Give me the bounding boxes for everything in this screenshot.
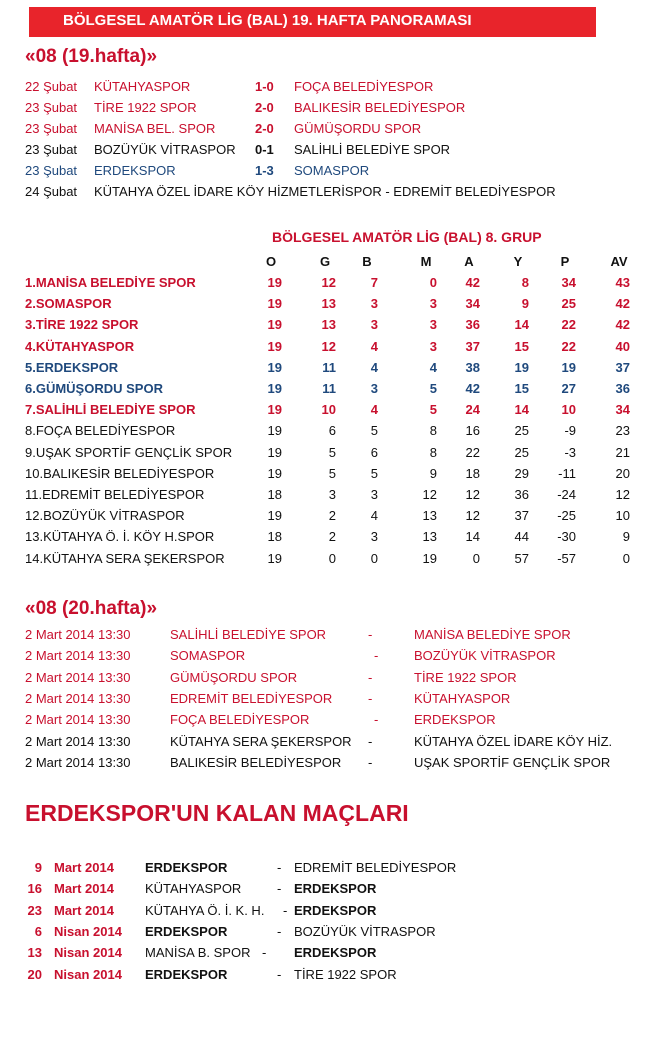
- stat-cell: 10: [561, 402, 576, 418]
- stat-cell: 8: [429, 423, 437, 439]
- fixture-day: 6: [34, 923, 42, 939]
- stat-cell: 12: [321, 338, 336, 354]
- fixture-month: Mart 2014: [54, 902, 114, 918]
- home-team: FOÇA BELEDİYESPOR: [170, 712, 310, 728]
- team-name: 5.ERDEKSPOR: [25, 359, 119, 375]
- away-team: EDREMİT BELEDİYESPOR: [294, 860, 457, 875]
- stat-cell: 13: [422, 529, 437, 545]
- stat-cell: 42: [615, 317, 630, 333]
- stat-cell: 19: [267, 508, 282, 524]
- col-header: O: [265, 254, 277, 269]
- col-header: B: [362, 254, 372, 269]
- fixture-separator: -: [277, 923, 282, 939]
- home-team: ERDEKSPOR: [145, 966, 228, 982]
- stat-cell: 29: [514, 465, 529, 481]
- stat-cell: 57: [514, 550, 529, 566]
- stat-cell: -3: [564, 444, 576, 460]
- stat-cell: 37: [615, 359, 630, 375]
- stat-cell: 19: [267, 275, 282, 290]
- away-team: BALIKESİR BELEDİYESPOR: [294, 100, 466, 115]
- team-name: 2.SOMASPOR: [25, 296, 112, 312]
- team-name: 8.FOÇA BELEDİYESPOR: [25, 423, 176, 439]
- stat-cell: 7: [370, 275, 378, 290]
- stat-cell: 2: [328, 529, 336, 545]
- fixture-date: 2 Mart 2014 13:30: [25, 627, 131, 642]
- home-team: BALIKESİR BELEDİYESPOR: [170, 754, 342, 770]
- stat-cell: 10: [615, 508, 630, 524]
- stat-cell: 19: [267, 550, 282, 566]
- stat-cell: 25: [514, 423, 529, 439]
- team-name: 9.UŞAK SPORTİF GENÇLİK SPOR: [25, 444, 233, 460]
- stat-cell: 4: [370, 402, 378, 418]
- stat-cell: 3: [429, 296, 437, 312]
- away-team: ERDEKSPOR: [294, 902, 377, 918]
- stat-cell: 19: [267, 296, 282, 312]
- home-team: ERDEKSPOR: [145, 923, 228, 939]
- week19-title: «08 (19.hafta)»: [25, 46, 158, 67]
- home-team: GÜMÜŞORDU SPOR: [170, 669, 298, 685]
- stat-cell: 5: [370, 423, 378, 439]
- stat-cell: 18: [465, 465, 480, 481]
- away-team: KÜTAHYASPOR: [414, 690, 511, 706]
- stat-cell: 3: [370, 296, 378, 312]
- stat-cell: 3: [429, 317, 437, 333]
- team-name: 11.EDREMİT BELEDİYESPOR: [25, 487, 205, 502]
- stat-cell: 6: [328, 423, 336, 439]
- fixture-separator: -: [277, 881, 282, 897]
- match-line: KÜTAHYA ÖZEL İDARE KÖY HİZMETLERİSPOR - EDREMİT BELEDİYESPOR: [94, 184, 556, 199]
- match-date: 23 Şubat: [25, 100, 78, 115]
- match-score: 2-0: [255, 100, 274, 115]
- fixture-separator: -: [368, 627, 373, 642]
- away-team: BOZÜYÜK VİTRASPOR: [294, 923, 436, 939]
- stat-cell: 27: [561, 381, 576, 396]
- fixture-day: 20: [27, 966, 42, 982]
- away-team: TİRE 1922 SPOR: [414, 669, 517, 685]
- away-team: TİRE 1922 SPOR: [294, 966, 397, 982]
- match-score: 1-3: [255, 163, 274, 178]
- stat-cell: 0: [370, 550, 378, 566]
- stat-cell: 10: [321, 402, 336, 418]
- fixture-date: 2 Mart 2014 13:30: [25, 690, 131, 706]
- stat-cell: 5: [328, 444, 336, 460]
- page-banner: BÖLGESEL AMATÖR LİG (BAL) 19. HAFTA PANORAMASI: [29, 7, 596, 37]
- away-team: SALİHLİ BELEDİYE SPOR: [294, 142, 451, 157]
- fixture-date: 2 Mart 2014 13:30: [25, 733, 131, 749]
- stat-cell: 37: [514, 508, 529, 524]
- team-name: 6.GÜMÜŞORDU SPOR: [25, 381, 163, 396]
- stat-cell: 12: [465, 508, 480, 524]
- stat-cell: 34: [561, 275, 576, 290]
- match-date: 22 Şubat: [25, 79, 78, 94]
- stat-cell: -11: [558, 465, 576, 481]
- home-team: MANİSA B. SPOR: [145, 945, 251, 961]
- stat-cell: 13: [321, 296, 336, 312]
- team-name: 10.BALIKESİR BELEDİYESPOR: [25, 465, 215, 481]
- fixture-date: 2 Mart 2014 13:30: [25, 712, 131, 728]
- fixture-separator: -: [368, 754, 373, 770]
- stat-cell: 20: [615, 465, 630, 481]
- stat-cell: 8: [429, 444, 437, 460]
- stat-cell: 19: [267, 423, 282, 439]
- fixture-separator: -: [374, 712, 379, 728]
- fixture-separator: -: [368, 733, 373, 749]
- away-team: GÜMÜŞORDU SPOR: [294, 121, 422, 136]
- stat-cell: 42: [465, 381, 480, 396]
- home-team: SOMASPOR: [170, 648, 246, 664]
- stat-cell: -57: [557, 550, 576, 566]
- stat-cell: 36: [514, 487, 529, 502]
- stat-cell: 36: [615, 381, 630, 396]
- fixture-separator: -: [262, 945, 267, 961]
- stat-cell: 19: [267, 444, 282, 460]
- fixture-separator: -: [283, 902, 288, 918]
- away-team: ERDEKSPOR: [294, 881, 377, 897]
- fixture-month: Mart 2014: [54, 881, 114, 897]
- stat-cell: 5: [370, 465, 378, 481]
- match-date: 23 Şubat: [25, 163, 78, 178]
- stat-cell: 36: [465, 317, 480, 333]
- home-team: TİRE 1922 SPOR: [94, 100, 197, 115]
- stat-cell: 13: [422, 508, 437, 524]
- stat-cell: 22: [561, 317, 576, 333]
- stat-cell: 19: [267, 359, 282, 375]
- stat-cell: 19: [267, 381, 282, 396]
- stat-cell: 6: [370, 444, 378, 460]
- fixture-month: Nisan 2014: [54, 923, 122, 939]
- away-team: KÜTAHYA ÖZEL İDARE KÖY HİZ.: [414, 733, 613, 749]
- stat-cell: 9: [429, 465, 437, 481]
- away-team: MANİSA BELEDİYE SPOR: [414, 627, 571, 642]
- remaining-title: ERDEKSPOR'UN KALAN MAÇLARI: [25, 800, 409, 826]
- match-date: 23 Şubat: [25, 121, 78, 136]
- stat-cell: 12: [321, 275, 336, 290]
- stat-cell: 38: [465, 359, 480, 375]
- stat-cell: 0: [429, 275, 437, 290]
- stat-cell: 24: [465, 402, 480, 418]
- team-name: 12.BOZÜYÜK VİTRASPOR: [25, 508, 185, 524]
- stat-cell: 19: [561, 359, 576, 375]
- fixture-day: 16: [27, 881, 42, 897]
- fixture-month: Nisan 2014: [54, 945, 122, 961]
- stat-cell: 16: [465, 423, 480, 439]
- col-header: A: [464, 254, 474, 269]
- home-team: BOZÜYÜK VİTRASPOR: [94, 142, 236, 157]
- stat-cell: -9: [564, 423, 576, 439]
- match-date: 24 Şubat: [25, 184, 78, 199]
- standings-title: BÖLGESEL AMATÖR LİG (BAL) 8. GRUP: [272, 229, 542, 245]
- home-team: KÜTAHYA SERA ŞEKERSPOR: [170, 733, 352, 749]
- stat-cell: 4: [429, 359, 437, 375]
- away-team: ERDEKSPOR: [294, 945, 377, 961]
- stat-cell: 22: [465, 444, 480, 460]
- stat-cell: 40: [615, 338, 630, 354]
- stat-cell: 0: [622, 550, 630, 566]
- stat-cell: 42: [465, 275, 480, 290]
- team-name: 13.KÜTAHYA Ö. İ. KÖY H.SPOR: [25, 529, 215, 545]
- match-score: 1-0: [255, 79, 274, 94]
- home-team: ERDEKSPOR: [94, 163, 176, 178]
- stat-cell: 19: [267, 465, 282, 481]
- stat-cell: 3: [328, 487, 336, 502]
- stat-cell: 5: [328, 465, 336, 481]
- team-name: 14.KÜTAHYA SERA ŞEKERSPOR: [25, 550, 225, 566]
- stat-cell: 25: [514, 444, 529, 460]
- stat-cell: 34: [615, 402, 630, 418]
- team-name: 1.MANİSA BELEDİYE SPOR: [25, 275, 196, 290]
- team-name: 4.KÜTAHYASPOR: [25, 338, 135, 354]
- stat-cell: 3: [370, 317, 378, 333]
- fixture-separator: -: [368, 669, 373, 685]
- fixture-month: Mart 2014: [54, 860, 114, 875]
- match-score: 0-1: [255, 142, 274, 157]
- home-team: MANİSA BEL. SPOR: [94, 121, 216, 136]
- match-score: 2-0: [255, 121, 274, 136]
- col-header: Y: [513, 254, 523, 269]
- stat-cell: 15: [514, 381, 529, 396]
- stat-cell: 4: [370, 508, 378, 524]
- stat-cell: 14: [514, 317, 529, 333]
- stat-cell: 44: [514, 529, 529, 545]
- col-header: G: [319, 254, 331, 269]
- col-header: P: [560, 254, 570, 269]
- match-date: 23 Şubat: [25, 142, 78, 157]
- stat-cell: 19: [422, 550, 437, 566]
- stat-cell: 15: [514, 338, 529, 354]
- fixture-separator: -: [368, 690, 373, 706]
- team-name: 3.TİRE 1922 SPOR: [25, 317, 139, 333]
- stat-cell: 42: [615, 296, 630, 312]
- stat-cell: 22: [561, 338, 576, 354]
- stat-cell: -25: [557, 508, 576, 524]
- stat-cell: 3: [370, 381, 378, 396]
- stat-cell: 3: [370, 529, 378, 545]
- stat-cell: 19: [267, 402, 282, 418]
- home-team: EDREMİT BELEDİYESPOR: [170, 690, 333, 706]
- stat-cell: 5: [429, 402, 437, 418]
- fixture-date: 2 Mart 2014 13:30: [25, 648, 131, 664]
- stat-cell: 11: [322, 359, 336, 375]
- stat-cell: 9: [622, 529, 630, 545]
- fixture-separator: -: [374, 648, 379, 664]
- stat-cell: 14: [465, 529, 480, 545]
- stat-cell: 12: [615, 487, 630, 502]
- stat-cell: 37: [465, 338, 480, 354]
- col-header: M: [420, 254, 432, 269]
- stat-cell: 4: [370, 359, 378, 375]
- home-team: KÜTAHYASPOR: [94, 79, 191, 94]
- stat-cell: 34: [465, 296, 480, 312]
- col-header: AV: [610, 254, 628, 269]
- stat-cell: 25: [561, 296, 576, 312]
- fixture-day: 23: [27, 902, 42, 918]
- stat-cell: 19: [267, 317, 282, 333]
- fixture-month: Nisan 2014: [54, 966, 122, 982]
- home-team: KÜTAHYA Ö. İ. K. H.: [145, 902, 265, 918]
- stat-cell: 21: [615, 444, 630, 460]
- home-team: KÜTAHYASPOR: [145, 881, 242, 897]
- away-team: FOÇA BELEDİYESPOR: [294, 79, 434, 94]
- stat-cell: 0: [328, 550, 336, 566]
- home-team: SALİHLİ BELEDİYE SPOR: [170, 627, 327, 642]
- stat-cell: 12: [465, 487, 480, 502]
- stat-cell: 4: [370, 338, 378, 354]
- stat-cell: 12: [422, 487, 437, 502]
- fixture-separator: -: [277, 966, 282, 982]
- stat-cell: 19: [267, 338, 282, 354]
- fixture-date: 2 Mart 2014 13:30: [25, 669, 131, 685]
- stat-cell: 3: [370, 487, 378, 502]
- stat-cell: 3: [429, 338, 437, 354]
- week20-title: «08 (20.hafta)»: [25, 598, 158, 619]
- stat-cell: 13: [321, 317, 336, 333]
- away-team: SOMASPOR: [294, 163, 370, 178]
- fixture-date: 2 Mart 2014 13:30: [25, 754, 131, 770]
- stat-cell: 23: [615, 423, 630, 439]
- stat-cell: 19: [514, 359, 529, 375]
- stat-cell: 11: [322, 381, 336, 396]
- stat-cell: 18: [267, 529, 282, 545]
- away-team: ERDEKSPOR: [414, 712, 496, 728]
- fixture-day: 9: [34, 860, 42, 875]
- stat-cell: 9: [521, 296, 529, 312]
- stat-cell: 0: [472, 550, 480, 566]
- stat-cell: 8: [521, 275, 529, 290]
- away-team: UŞAK SPORTİF GENÇLİK SPOR: [414, 754, 611, 770]
- fixture-day: 13: [27, 945, 42, 961]
- stat-cell: -24: [557, 487, 576, 502]
- stat-cell: 5: [429, 381, 437, 396]
- team-name: 7.SALİHLİ BELEDİYE SPOR: [25, 402, 196, 418]
- stat-cell: 18: [267, 487, 282, 502]
- away-team: BOZÜYÜK VİTRASPOR: [414, 648, 556, 664]
- stat-cell: 14: [514, 402, 529, 418]
- fixture-separator: -: [277, 860, 282, 875]
- stat-cell: 43: [615, 275, 630, 290]
- stat-cell: 2: [328, 508, 336, 524]
- stat-cell: -30: [557, 529, 576, 545]
- home-team: ERDEKSPOR: [145, 860, 228, 875]
